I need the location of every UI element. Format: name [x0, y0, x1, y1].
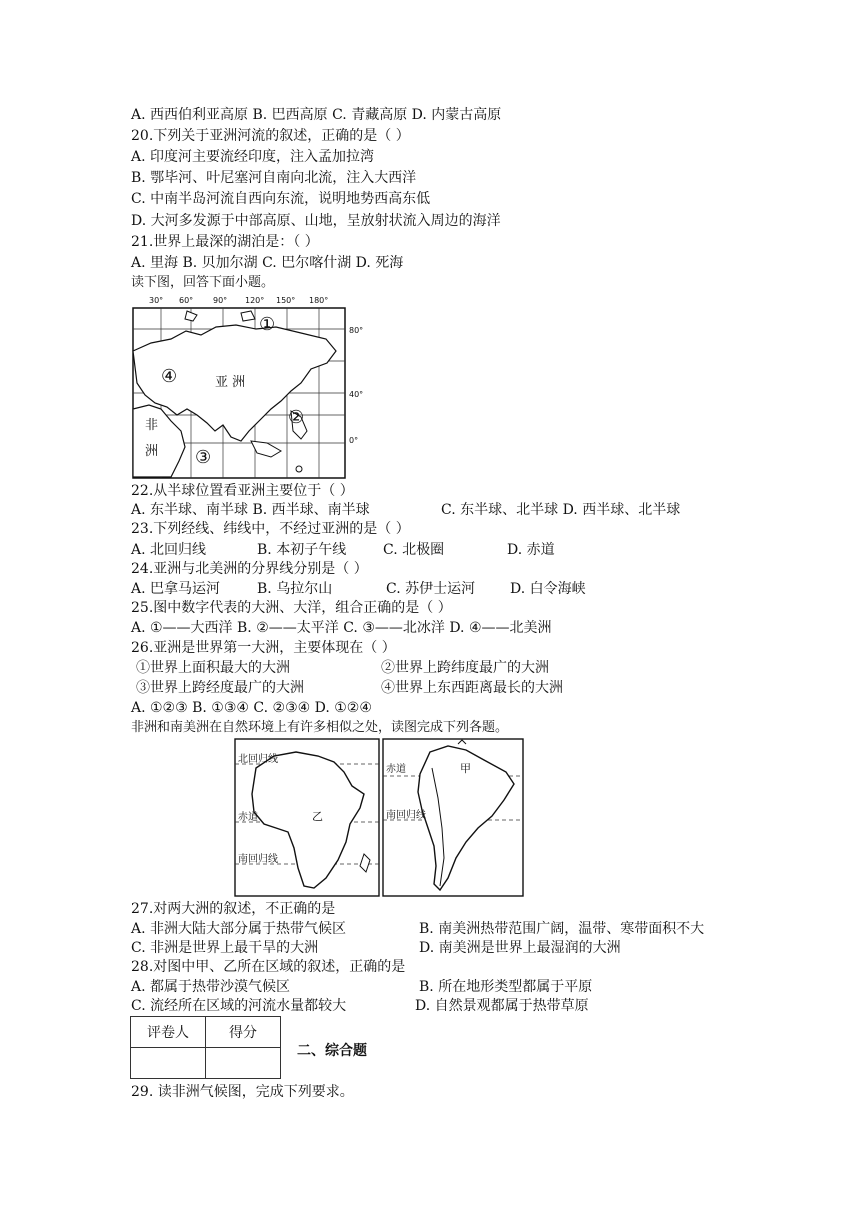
q28-option-d: D. 自然景观都属于热带草原: [415, 998, 589, 1014]
africa-label-2: 洲: [145, 444, 159, 459]
section-heading: 二、综合题: [297, 1043, 367, 1059]
q22-options-ab: A. 东半球、南半球 B. 西半球、南半球: [131, 502, 370, 518]
asia-label: 亚 洲: [215, 375, 246, 390]
q24-option-c: C. 苏伊士运河: [386, 581, 476, 597]
sa-line-tropic-capricorn: 南回归线: [386, 810, 426, 821]
q22-stem: 22.从半球位置看亚洲主要位于（ ）: [131, 483, 354, 499]
africa-line-equator: 赤道: [238, 812, 258, 823]
q29-stem: 29. 读非洲气候图，完成下列要求。: [131, 1084, 354, 1100]
q21-stem: 21.世界上最深的湖泊是：（ ）: [131, 234, 319, 250]
africa-label-1: 非: [145, 418, 159, 433]
marker-1: ①: [259, 314, 276, 335]
map-instruction: 读下图，回答下面小题。: [131, 275, 275, 290]
africa-south-america-map: [234, 738, 524, 898]
q26-statement-1: ①世界上面积最大的大洲: [136, 660, 290, 676]
jia-label: 甲: [460, 762, 471, 775]
q24-option-a: A. 巴拿马运河: [131, 581, 221, 597]
africa-line-tropic-capricorn: 南回归线: [238, 854, 278, 865]
asia-map: [131, 291, 371, 481]
q20-option-a: A. 印度河主要流经印度，注入孟加拉湾: [131, 149, 375, 165]
lon-label-120: 120°: [245, 296, 265, 305]
q26-statement-3: ③世界上跨经度最广的大洲: [136, 680, 304, 696]
q26-options: A. ①②③ B. ①③④ C. ②③④ D. ①②④: [131, 700, 372, 716]
q28-option-c: C. 流经所在区域的河流水量都较大: [131, 998, 347, 1014]
q20-option-d: D. 大河多发源于中部高原、山地，呈放射状流入周边的海洋: [131, 213, 501, 229]
marker-2: ②: [288, 407, 305, 428]
lon-label-30: 30°: [149, 296, 164, 305]
lon-label-60: 60°: [179, 296, 194, 305]
q23-stem: 23.下列经线、纬线中，不经过亚洲的是（ ）: [131, 521, 410, 537]
marker-3: ③: [195, 447, 212, 468]
q28-option-a: A. 都属于热带沙漠气候区: [131, 979, 291, 995]
q27-option-b: B. 南美洲热带范围广阔，温带、寒带面积不大: [419, 921, 705, 937]
q24-stem: 24.亚洲与北美洲的分界线分别是（ ）: [131, 561, 368, 577]
q20-option-c: C. 中南半岛河流自西向东流，说明地势西高东低: [131, 191, 431, 207]
q23-option-b: B. 本初子午线: [257, 542, 347, 558]
score-table: [130, 1016, 281, 1079]
lat-label-80: 80°: [349, 326, 364, 335]
score-table-grader-cell: [131, 1048, 206, 1079]
africa-sa-instruction: 非洲和南美洲在自然环境上有许多相似之处，读图完成下列各题。: [131, 720, 509, 735]
q23-option-a: A. 北回归线: [131, 542, 207, 558]
lat-label-0: 0°: [349, 436, 359, 445]
score-table-score-header: 得分: [206, 1017, 281, 1048]
q26-statement-4: ④世界上东西距离最长的大洲: [381, 680, 563, 696]
q27-option-a: A. 非洲大陆大部分属于热带气候区: [131, 921, 347, 937]
q23-option-c: C. 北极圈: [383, 542, 445, 558]
q25-stem: 25.图中数字代表的大洲、大洋，组合正确的是（ ）: [131, 600, 452, 616]
q24-option-b: B. 乌拉尔山: [257, 581, 333, 597]
sa-line-equator: 赤道: [386, 764, 406, 775]
lon-label-150: 150°: [276, 296, 296, 305]
lon-label-90: 90°: [213, 296, 228, 305]
q20-stem: 20.下列关于亚洲河流的叙述，正确的是（ ）: [131, 128, 410, 144]
q20-option-b: B. 鄂毕河、叶尼塞河自南向北流，注入大西洋: [131, 170, 417, 186]
score-table-grader-header: 评卷人: [131, 1017, 206, 1048]
lat-label-40: 40°: [349, 390, 364, 399]
q25-options: A. ①——大西洋 B. ②——太平洋 C. ③——北冰洋 D. ④——北美洲: [131, 620, 552, 636]
q19-options: A. 西西伯利亚高原 B. 巴西高原 C. 青藏高原 D. 内蒙古高原: [131, 107, 502, 123]
q27-option-d: D. 南美洲是世界上最湿润的大洲: [419, 940, 621, 956]
q28-stem: 28.对图中甲、乙所在区域的叙述，正确的是: [131, 959, 406, 975]
q28-option-b: B. 所在地形类型都属于平原: [419, 979, 593, 995]
score-table-score-cell: [206, 1048, 281, 1079]
q21-options: A. 里海 B. 贝加尔湖 C. 巴尔喀什湖 D. 死海: [131, 255, 404, 271]
q24-option-d: D. 白令海峡: [510, 581, 586, 597]
marker-4: ④: [161, 366, 178, 387]
q23-option-d: D. 赤道: [507, 542, 555, 558]
lon-label-180: 180°: [309, 296, 329, 305]
africa-line-tropic-cancer: 北回归线: [238, 754, 278, 765]
q22-options-cd: C. 东半球、北半球 D. 西半球、北半球: [441, 502, 681, 518]
q27-stem: 27.对两大洲的叙述，不正确的是: [131, 901, 336, 917]
yi-label: 乙: [312, 810, 323, 823]
q27-option-c: C. 非洲是世界上最干旱的大洲: [131, 940, 319, 956]
q26-statement-2: ②世界上跨纬度最广的大洲: [381, 660, 549, 676]
q26-stem: 26.亚洲是世界第一大洲，主要体现在（ ）: [131, 640, 396, 656]
